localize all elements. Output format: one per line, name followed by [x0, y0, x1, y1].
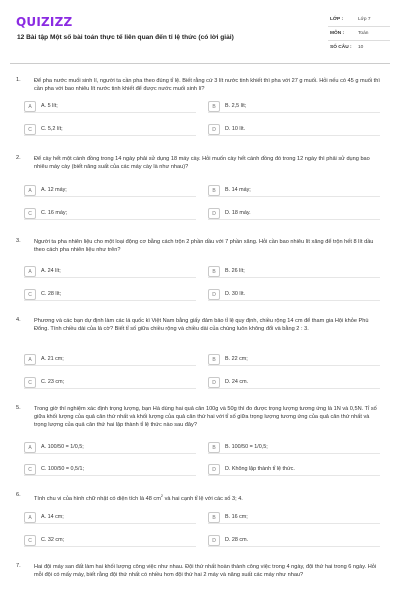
option-text: A. 100/50 = 1/0,5;: [41, 444, 84, 450]
question-number: 1.: [16, 77, 21, 83]
grade-label: LỚP :: [330, 17, 344, 22]
option-letter: C: [24, 535, 36, 546]
option-letter: D: [208, 289, 220, 300]
question-text-end: và hai cạnh tỉ lệ với các số 3; 4.: [163, 495, 243, 502]
option-letter: C: [24, 377, 36, 388]
info-row-grade: [328, 13, 390, 27]
subject-label: MÔN :: [330, 31, 345, 36]
option-b[interactable]: [208, 512, 380, 524]
question-number: 6.: [16, 492, 21, 498]
question-text: Phương và các bạn dự định làm các lá quốc kì Việt Nam bằng giấy đảm bảo tỉ lệ quy định, chiều rộng 14 cm để tham gia Hội khỏe Phù Đổng. Tính chiều dài của lá cờ? Biết tỉ số giữa chiều rộng và chiều dài của chúng luôn không đổi và bằng 2 : 3.: [34, 318, 369, 332]
option-text: B. 2,5 lít;: [225, 103, 247, 109]
question-text: Trong giờ thí nghiệm xác định trọng lượng, bạn Hà dùng hai quả cân 100g và 50g thì đo được trọng lượng tương ứng là 1N và 0,5N. Tỉ số giữa khối lượng của quả cân thứ nhất và khối lượng của quả cân thứ hai với tỉ số giữa trọng lượng tương ứng của quả cân thứ nhất và trọng lượng của quả cân thứ hai lập thành tỉ lệ thức nào sau đây?: [34, 406, 377, 428]
option-text: C. 5,2 lít;: [41, 126, 63, 132]
question-count-label: SỐ CÂU :: [330, 45, 352, 50]
option-letter: B: [208, 442, 220, 453]
question-text: Để cày hết một cánh đồng trong 14 ngày phải sử dụng 18 máy cày. Hỏi muốn cày hết cánh đồng đó trong 12 ngày thì phải sử dụng bao nhiêu máy cày (biết năng suất của các máy cày là như nhau)?: [34, 156, 370, 170]
option-letter: B: [208, 101, 220, 112]
question-number: 7.: [16, 563, 21, 569]
option-text: A. 5 lít;: [41, 103, 58, 109]
option-d[interactable]: [208, 464, 380, 476]
option-text: D. 30 lít.: [225, 291, 246, 297]
option-d[interactable]: [208, 535, 380, 547]
option-text: A. 21 cm;: [41, 356, 64, 362]
option-letter: C: [24, 208, 36, 219]
option-letter: D: [208, 535, 220, 546]
option-letter: C: [24, 124, 36, 135]
option-text: C. 100/50 = 0,5/1;: [41, 466, 85, 472]
option-c[interactable]: [24, 208, 196, 220]
option-text: D. Không lập thành tỉ lệ thức.: [225, 466, 295, 472]
question-text: Để pha nước muối sinh lí, người ta cần pha theo đúng tỉ lệ. Biết rằng cứ 3 lít nước tinh khiết thì pha với 27 g muối. Hỏi nếu có 45 g muối thì cần pha với bao nhiêu lít nước tinh khiết để được nước muối sinh lí?: [34, 78, 380, 92]
option-text: D. 10 lít.: [225, 126, 246, 132]
option-letter: A: [24, 101, 36, 112]
question-text: [34, 492, 380, 503]
header-divider: [10, 63, 390, 64]
option-a[interactable]: [24, 185, 196, 197]
option-c[interactable]: [24, 377, 196, 389]
option-b[interactable]: [208, 266, 380, 278]
question-count-value: 10: [358, 45, 364, 50]
option-a[interactable]: [24, 101, 196, 113]
option-a[interactable]: [24, 442, 196, 454]
option-letter: D: [208, 464, 220, 475]
question-number: 4.: [16, 317, 21, 323]
option-d[interactable]: [208, 124, 380, 136]
option-text: A. 14 cm;: [41, 514, 64, 520]
option-text: D. 18 máy.: [225, 210, 251, 216]
option-letter: A: [24, 442, 36, 453]
quizizz-logo: QUIZIZZ: [16, 15, 73, 29]
question-number: 3.: [16, 238, 21, 244]
option-letter: A: [24, 266, 36, 277]
option-letter: B: [208, 512, 220, 523]
option-text: A. 24 lít;: [41, 268, 61, 274]
info-row-subject: [328, 27, 390, 41]
option-d[interactable]: [208, 208, 380, 220]
subject-value: Toán: [358, 31, 369, 36]
option-text: B. 100/50 = 1/0,5;: [225, 444, 268, 450]
option-text: A. 12 máy;: [41, 187, 67, 193]
option-d[interactable]: [208, 377, 380, 389]
option-letter: D: [208, 377, 220, 388]
option-a[interactable]: [24, 266, 196, 278]
option-b[interactable]: [208, 101, 380, 113]
option-letter: C: [24, 464, 36, 475]
superscript: 2: [160, 494, 164, 498]
option-letter: A: [24, 185, 36, 196]
option-a[interactable]: [24, 354, 196, 366]
option-text: C. 16 máy;: [41, 210, 68, 216]
info-table: [328, 13, 390, 55]
option-letter: B: [208, 266, 220, 277]
option-letter: B: [208, 354, 220, 365]
question-number: 2.: [16, 155, 21, 161]
info-row-count: [328, 41, 390, 55]
option-b[interactable]: [208, 442, 380, 454]
option-c[interactable]: [24, 289, 196, 301]
grade-value: Lớp 7: [358, 17, 371, 22]
option-text: C. 32 cm;: [41, 537, 65, 543]
option-c[interactable]: [24, 124, 196, 136]
option-text: C. 28 lít;: [41, 291, 62, 297]
question-text: Hai đội máy san đất làm hai khối lượng công việc như nhau. Đội thứ nhất hoàn thành công việc trong 4 ngày, đội thứ hai trong 6 ngày. Hỏi mỗi đội có mấy máy, biết rằng đội thứ nhất có nhiều hơn đội thứ hai 2 máy và năng suất các máy như nhau?: [34, 564, 377, 578]
option-letter: C: [24, 289, 36, 300]
option-text: B. 22 cm;: [225, 356, 248, 362]
option-letter: B: [208, 185, 220, 196]
option-text: D. 28 cm.: [225, 537, 249, 543]
option-text: D. 24 cm.: [225, 379, 249, 385]
option-letter: A: [24, 512, 36, 523]
question-number: 5.: [16, 405, 21, 411]
option-text: B. 26 lít;: [225, 268, 245, 274]
option-text: B. 14 máy;: [225, 187, 251, 193]
question-text-main: Tính chu vi của hình chữ nhật có diện tích là 48 cm: [34, 495, 161, 502]
option-d[interactable]: [208, 289, 380, 301]
option-letter: D: [208, 208, 220, 219]
option-c[interactable]: [24, 535, 196, 547]
option-text: B. 16 cm;: [225, 514, 248, 520]
page-title: 12 Bài tập Một số bài toán thực tế liên quan đến tỉ lệ thức (có lời giải): [17, 34, 234, 41]
page-header: [10, 10, 390, 58]
option-letter: D: [208, 124, 220, 135]
option-c[interactable]: [24, 464, 196, 476]
question-text: Người ta pha nhiên liệu cho một loại động cơ bằng cách trộn 2 phần dầu với 7 phần xăng. Hỏi cần bao nhiêu lít xăng để trộn hết 8 lít dầu theo cách pha nhiên liệu như trên?: [34, 239, 374, 253]
option-text: C. 23 cm;: [41, 379, 65, 385]
option-letter: A: [24, 354, 36, 365]
option-a[interactable]: [24, 512, 196, 524]
option-b[interactable]: [208, 354, 380, 366]
option-b[interactable]: [208, 185, 380, 197]
